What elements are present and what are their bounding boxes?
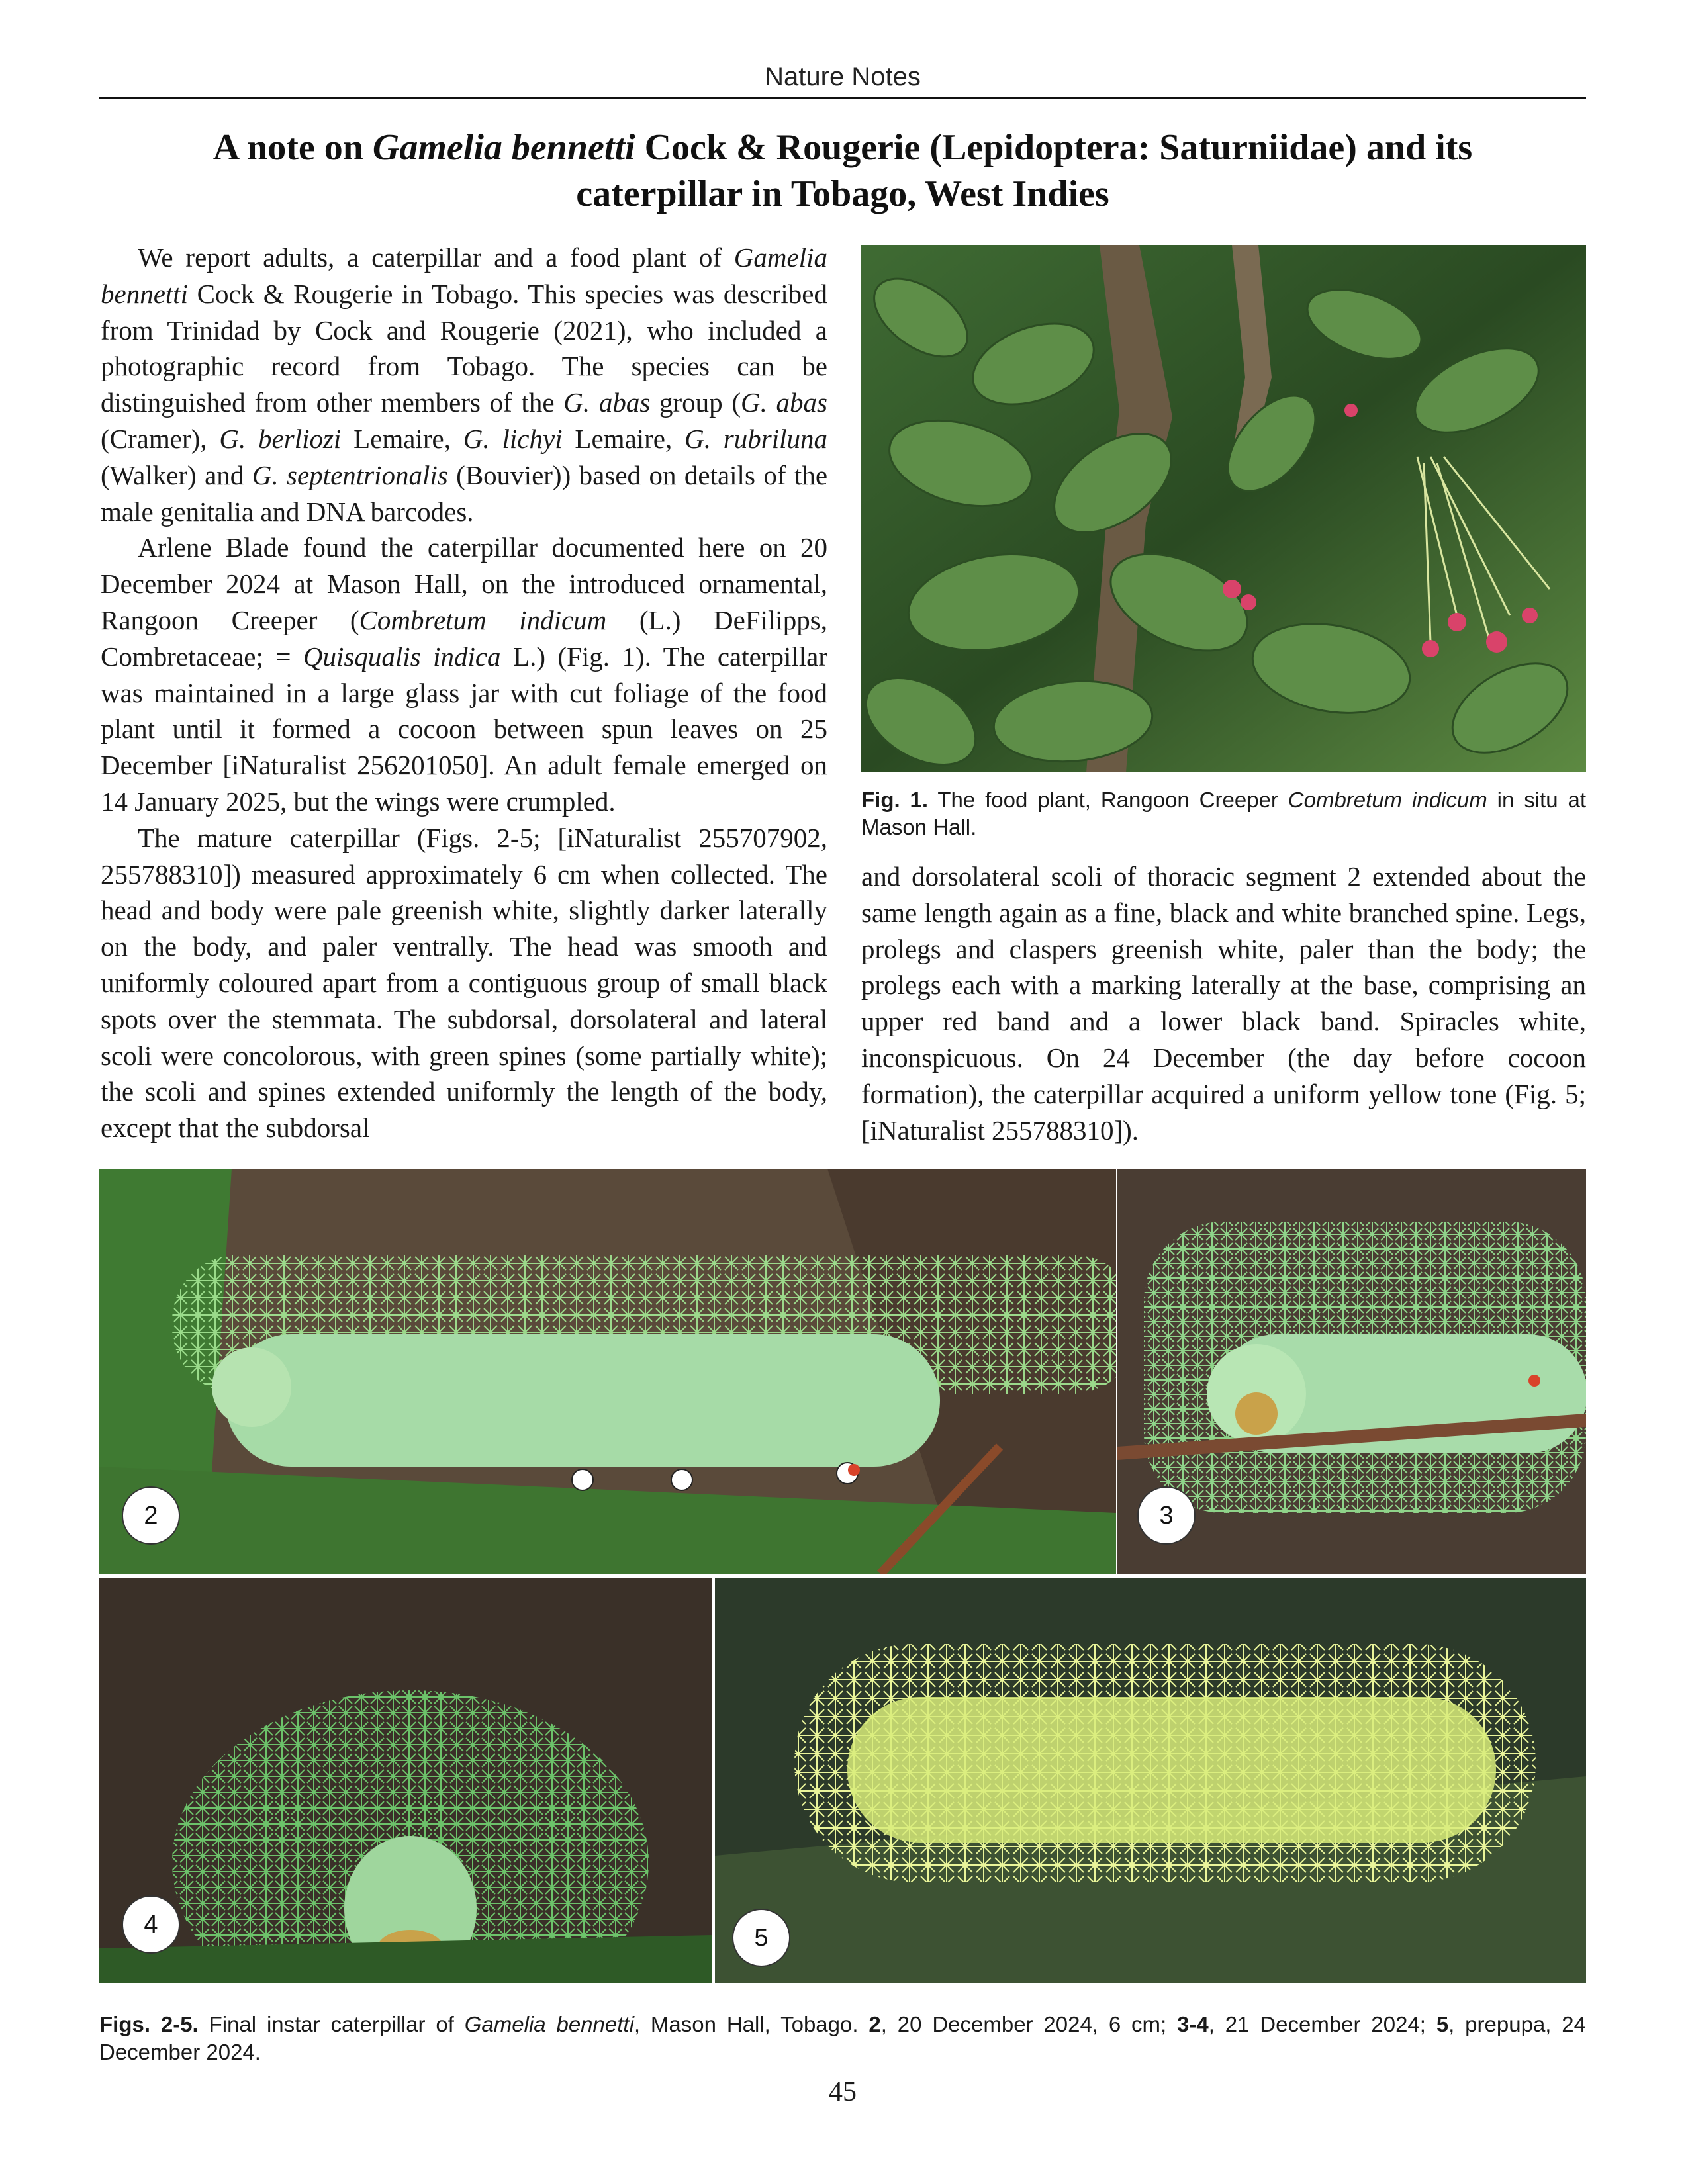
paragraph-intro: We report adults, a caterpillar and a food plant of Gamelia bennetti Cock & Rougerie in Tobago. This species was described from Trinidad by Cock and Rougerie (2021), who included a photographic record from Tobago. The species can be distinguished from other members of the G. abas group (G. abas (Cramer), G. berliozi Lemaire, G. lichyi Lemaire, G. rubriluna (Walker) and G. septentrionalis (Bouvier)) based on details of the male genitalia and DNA barcodes.: [101, 242, 828, 527]
running-head: Nature Notes: [765, 62, 921, 91]
fig4-number-badge: 4: [122, 1895, 180, 1954]
fig3-number-badge: 3: [1137, 1486, 1196, 1545]
page-number: 45: [829, 2077, 857, 2107]
fig2-caterpillar-lateral-photo: [99, 1169, 1116, 1574]
fig4-caterpillar-head-photo: [99, 1578, 712, 1983]
paragraph-description: The mature caterpillar (Figs. 2-5; [iNaturalist 255707902, 255788310]) measured approximately 6 cm when collected. The head and body were pale greenish white, slightly darker laterally on the body, and paler ventrally. The head was smooth and uniformly coloured apart from a contiguous group of small black spots over the stemmata. The subdorsal, dorsolateral and lateral scoli were concolorous, with green spines (some partially white); the scoli and spines extended uniformly the length of the body, except that the subdorsal: [101, 822, 827, 1144]
fig1-food-plant-photo: [861, 245, 1586, 772]
fig1-caption: Fig. 1. The food plant, Rangoon Creeper Combretum indicum in situ at Mason Hall.: [861, 788, 1586, 839]
fig5-prepupa-photo: [715, 1578, 1586, 1983]
figs-2-5-caption: Figs. 2-5. Final instar caterpillar of Gamelia bennetti, Mason Hall, Tobago. 2, 20 December 2024, 6 cm; 3-4, 21 December 2024; 5, prepupa, 24 December 2024.: [99, 2012, 1587, 2064]
paragraph-continued: and dorsolateral scoli of thoracic segment 2 extended about the same length again as a fine, black and white branched spine. Legs, prolegs and claspers greenish white, paler than the body; the prolegs each with a marking laterally at the base, comprising an upper red band and a lower black band. Spiracles white, inconspicuous. On 24 December (the day before cocoon formation), the caterpillar acquired a uniform yellow tone (Fig. 5; [iNaturalist 255788310]).: [861, 861, 1586, 1146]
article-title: A note on Gamelia bennetti Cock & Rougerie (Lepidoptera: Saturniidae) and its caterpillar in Tobago, West Indies: [212, 127, 1473, 214]
fig2-number-badge: 2: [122, 1486, 180, 1545]
right-text-column: [861, 858, 1586, 1148]
fig5-number-badge: 5: [732, 1909, 790, 1967]
fig3-caterpillar-front-photo: [1117, 1169, 1586, 1574]
left-text-column: [101, 240, 827, 1146]
paragraph-discovery: Arlene Blade found the caterpillar documented here on 20 December 2024 at Mason Hall, on the introduced ornamental, Rangoon Creeper (Combretum indicum (L.) DeFilipps, Combretaceae; = Quisqualis indica L.) (Fig. 1). The caterpillar was maintained in a large glass jar with cut foliage of the food plant until it formed a cocoon between spun leaves on 25 December [iNaturalist 256201050]. An adult female emerged on 14 January 2025, but the wings were crumpled.: [101, 532, 827, 817]
header-rule: [99, 97, 1586, 99]
